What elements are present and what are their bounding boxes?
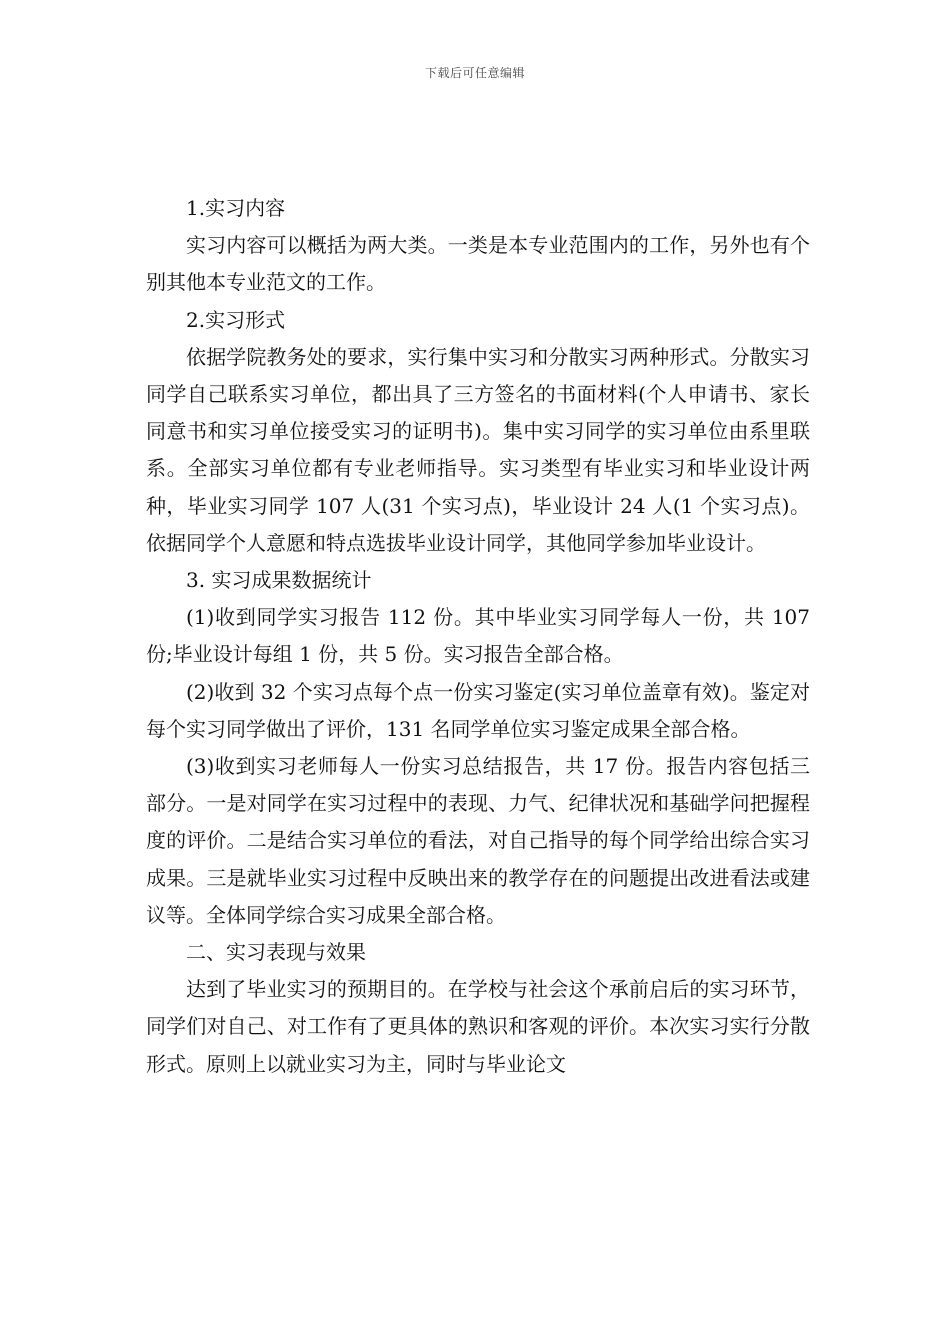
- document-body: [146, 190, 810, 1083]
- paragraph-result-2: (2)收到 32 个实习点每个点一份实习鉴定(实习单位盖章有效)。鉴定对每个实习同学做出了评价，131 名同学单位实习鉴定成果全部合格。: [146, 679, 810, 741]
- heading-internship-form: 2.实习形式: [186, 307, 286, 332]
- heading-results-statistics: 3. 实习成果数据统计: [186, 568, 372, 593]
- paragraph-result-3: (3)收到实习老师每人一份实习总结报告，共 17 份。报告内容包括三部分。一是对同学在实习过程中的表现、力气、纪律状况和基础学问把握程度的评价。二是结合实习单位的看法，对自己指导的每个同学给出综合实习成果。三是就毕业实习过程中反映出来的教学存在的问题提出改进看法或建议等。全体同学综合实习成果全部合格。: [146, 754, 810, 927]
- heading-performance-effect: 二、实习表现与效果: [186, 940, 366, 965]
- page-header: 下载后可任意编辑: [424, 66, 525, 80]
- paragraph-internship-content: 实习内容可以概括为两大类。一类是本专业范围内的工作，另外也有个别其他本专业范文的工作。: [146, 233, 810, 295]
- paragraph-result-1: (1)收到同学实习报告 112 份。其中毕业实习同学每人一份，共 107 份;毕业设计每组 1 份，共 5 份。实习报告全部合格。: [146, 605, 810, 667]
- paragraph-performance-effect: 达到了毕业实习的预期目的。在学校与社会这个承前启后的实习环节，同学们对自己、对工作有了更具体的熟识和客观的评价。本次实习实行分散形式。原则上以就业实习为主，同时与毕业论文: [146, 977, 810, 1076]
- paragraph-internship-form: 依据学院教务处的要求，实行集中实习和分散实习两种形式。分散实习同学自己联系实习单位，都出具了三方签名的书面材料(个人申请书、家长同意书和实习单位接受实习的证明书)。集中实习同学的实习单位由系里联系。全部实习单位都有专业老师指导。实习类型有毕业实习和毕业设计两种，毕业实习同学 107 人(31 个实习点)，毕业设计 24 人(1 个实习点)。依据同学个人意愿和特点选拔毕业设计同学，其他同学参加毕业设计。: [146, 344, 810, 555]
- heading-internship-content: 1.实习内容: [186, 196, 286, 220]
